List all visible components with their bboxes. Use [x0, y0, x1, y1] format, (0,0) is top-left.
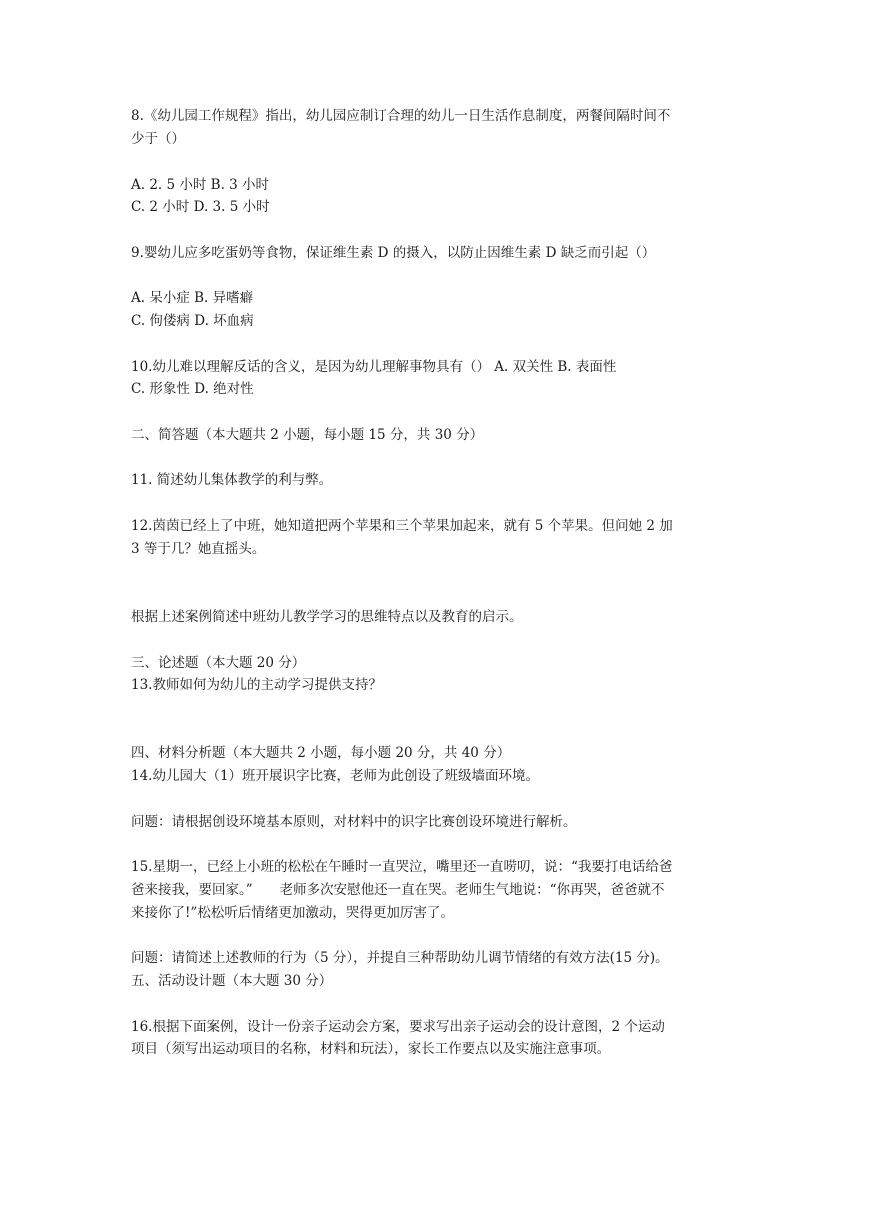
section-4-heading: 四、材料分析题（本大题共 2 小题，每小题 20 分，共 40 分） — [131, 745, 511, 761]
section-2-heading: 二、简答题（本大题共 2 小题，每小题 15 分，共 30 分） — [131, 427, 484, 443]
question-8-options-cd: C. 2 小时 D. 3. 5 小时 — [131, 199, 270, 215]
question-8-options-ab: A. 2. 5 小时 B. 3 小时 — [131, 177, 270, 193]
question-16: 16.根据下面案例，设计一份亲子运动会方案，要求写出亲子运动会的设计意图，2 个运动 — [131, 1019, 665, 1035]
question-16-cont: 项目（须写出运动项目的名称，材料和玩法），家长工作要点以及实施注意事项。 — [131, 1041, 611, 1057]
question-8-stem: 8.《幼儿园工作规程》指出，幼儿园应制订合理的幼儿一日生活作息制度，两餐间隔时间不 — [131, 108, 671, 124]
question-15: 15.星期一，已经上小班的松松在午睡时一直哭泣，嘴里还一直唠叨，说：“我要打电话给爸 — [131, 859, 673, 875]
section-3-heading: 三、论述题（本大题 20 分） — [131, 655, 306, 671]
question-9-options-ab: A. 呆小症 B. 异嗜癖 — [131, 290, 254, 306]
question-8-stem-cont: 少于（） — [131, 131, 185, 147]
question-9-stem: 9.婴幼儿应多吃蛋奶等食物，保证维生素 D 的摄入，以防止因维生素 D 缺乏而引起（） — [131, 245, 656, 261]
question-15-cont-1: 爸来接我，要回家。” 老师多次安慰他还一直在哭。老师生气地说：“你再哭，爸爸就不 — [131, 882, 665, 898]
question-9-options-cd: C. 佝偻病 D. 坏血病 — [131, 313, 254, 329]
question-11: 11. 简述幼儿集体教学的利与弊。 — [131, 472, 333, 488]
section-5-heading: 五、活动设计题（本大题 30 分） — [131, 973, 333, 989]
question-15-prompt: 问题：请简述上述教师的行为（5 分），并提自三种帮助幼儿调节情绪的有效方法(15 分)。 — [131, 950, 669, 966]
question-12-prompt: 根据上述案例简述中班幼儿教学学习的思维特点以及教育的启示。 — [131, 609, 523, 625]
question-10-stem: 10.幼儿难以理解反话的含义，是因为幼儿理解事物具有（） A. 双关性 B. 表面性 — [131, 359, 617, 375]
question-14-prompt: 问题：请根据创设环境基本原则，对材料中的识字比赛创设环境进行解析。 — [131, 814, 577, 830]
question-12-cont: 3 等于几？她直摇头。 — [131, 541, 266, 557]
question-12: 12.茵茵已经上了中班，她知道把两个苹果和三个苹果加起来，就有 5 个苹果。但问她 2 加 — [131, 518, 673, 534]
question-14: 14.幼儿园大（1）班开展识字比赛，老师为此创设了班级墙面环境。 — [131, 768, 540, 784]
question-10-options-cd: C. 形象性 D. 绝对性 — [131, 381, 254, 397]
question-15-cont-2: 来接你了!”松松听后情绪更加激动，哭得更加厉害了。 — [131, 905, 454, 921]
question-13: 13.教师如何为幼儿的主动学习提供支持？ — [131, 677, 382, 693]
